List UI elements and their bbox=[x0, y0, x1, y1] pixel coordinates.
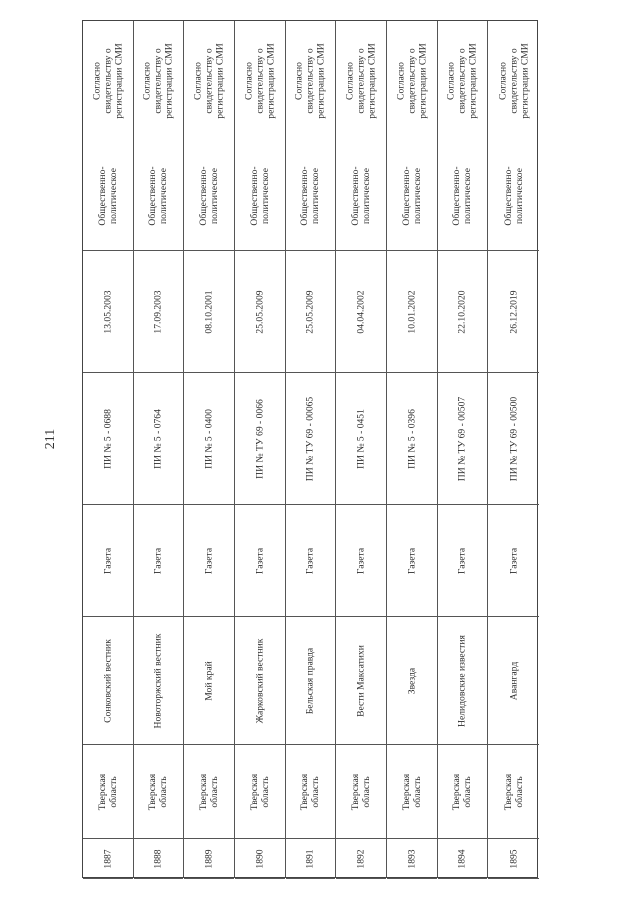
title-text: Звезда bbox=[406, 667, 418, 694]
table-row bbox=[83, 21, 134, 877]
region-text: Тверская область bbox=[248, 773, 271, 810]
registration-number-cell bbox=[235, 373, 285, 505]
title-cell bbox=[488, 617, 539, 745]
row-number-cell bbox=[235, 839, 285, 879]
registration-number-text: ПИ № ТУ 69 - 00500 bbox=[508, 396, 520, 481]
region-text: Тверская область bbox=[350, 773, 373, 810]
topic-cell bbox=[286, 141, 336, 251]
title-text: Сонковский вестник bbox=[102, 638, 114, 723]
row-number-text: 1894 bbox=[456, 848, 468, 869]
registration-number-text: ПИ № ТУ 69 - 0066 bbox=[254, 398, 266, 479]
registration-date-cell bbox=[488, 251, 539, 373]
basis-cell bbox=[336, 21, 386, 141]
title-text: Бельская правда bbox=[304, 647, 316, 714]
table-row bbox=[336, 21, 387, 877]
region-cell bbox=[235, 745, 285, 839]
table-row bbox=[488, 21, 539, 877]
topic-text: Общественно- политическое bbox=[248, 165, 271, 226]
basis-text: Согласно свидетельству о регистрации СМИ bbox=[243, 43, 277, 119]
row-number-cell bbox=[286, 839, 336, 879]
basis-cell bbox=[235, 21, 285, 141]
media-kind-cell bbox=[286, 505, 336, 617]
basis-text: Согласно свидетельству о регистрации СМИ bbox=[192, 43, 226, 119]
media-kind-text: Газета bbox=[355, 547, 367, 574]
registration-number-text: ПИ № 5 - 0764 bbox=[152, 408, 164, 469]
row-number-text: 1892 bbox=[355, 848, 367, 869]
media-kind-text: Газета bbox=[508, 547, 520, 574]
registration-date-cell bbox=[235, 251, 285, 373]
topic-text: Общественно- политическое bbox=[400, 165, 423, 226]
region-cell bbox=[336, 745, 386, 839]
basis-cell bbox=[286, 21, 336, 141]
table-row bbox=[286, 21, 337, 877]
registration-date-cell bbox=[438, 251, 488, 373]
topic-text: Общественно- политическое bbox=[451, 165, 474, 226]
region-cell bbox=[184, 745, 234, 839]
registration-date-text: 26.12.2019 bbox=[508, 289, 520, 334]
region-text: Тверская область bbox=[400, 773, 423, 810]
registration-date-text: 10.01.2002 bbox=[406, 289, 418, 334]
topic-cell bbox=[235, 141, 285, 251]
title-cell bbox=[83, 617, 133, 745]
title-text: Жарковский вестник bbox=[254, 638, 266, 723]
region-text: Тверская область bbox=[502, 773, 525, 810]
registration-number-text: ПИ № ТУ 69 - 00507 bbox=[456, 396, 468, 481]
page-number: 211 bbox=[43, 428, 58, 450]
media-kind-cell bbox=[387, 505, 437, 617]
registration-date-text: 08.10.2001 bbox=[203, 289, 215, 334]
region-text: Тверская область bbox=[147, 773, 170, 810]
media-kind-cell bbox=[134, 505, 184, 617]
title-cell bbox=[387, 617, 437, 745]
title-text: Вести Максатихи bbox=[355, 644, 367, 717]
basis-text: Согласно свидетельству о регистрации СМИ bbox=[141, 43, 175, 119]
registration-number-cell bbox=[286, 373, 336, 505]
title-cell bbox=[235, 617, 285, 745]
table-row bbox=[387, 21, 438, 877]
title-cell bbox=[336, 617, 386, 745]
media-kind-text: Газета bbox=[456, 547, 468, 574]
title-cell bbox=[438, 617, 488, 745]
region-cell bbox=[134, 745, 184, 839]
registration-number-cell bbox=[336, 373, 386, 505]
row-number-text: 1893 bbox=[406, 848, 418, 869]
registration-date-text: 25.05.2009 bbox=[254, 289, 266, 334]
basis-text: Согласно свидетельству о регистрации СМИ bbox=[344, 43, 378, 119]
media-kind-text: Газета bbox=[152, 547, 164, 574]
registration-date-cell bbox=[184, 251, 234, 373]
title-text: Новоторжский вестник bbox=[152, 633, 164, 728]
title-text: Нелидовские известия bbox=[456, 634, 468, 727]
table-row bbox=[134, 21, 185, 877]
registration-number-text: ПИ № 5 - 0396 bbox=[406, 408, 418, 469]
media-kind-text: Газета bbox=[102, 547, 114, 574]
row-number-cell bbox=[438, 839, 488, 879]
row-number-cell bbox=[184, 839, 234, 879]
row-number-cell bbox=[488, 839, 539, 879]
row-number-cell bbox=[336, 839, 386, 879]
media-kind-cell bbox=[184, 505, 234, 617]
basis-cell bbox=[387, 21, 437, 141]
registration-date-text: 25.05.2009 bbox=[304, 289, 316, 334]
basis-text: Согласно свидетельству о регистрации СМИ bbox=[395, 43, 429, 119]
basis-cell bbox=[438, 21, 488, 141]
registration-date-text: 13.05.2003 bbox=[102, 289, 114, 334]
registration-number-text: ПИ № 5 - 0400 bbox=[203, 408, 215, 469]
media-kind-text: Газета bbox=[304, 547, 316, 574]
table-row bbox=[235, 21, 286, 877]
region-cell bbox=[286, 745, 336, 839]
topic-text: Общественно- политическое bbox=[350, 165, 373, 226]
media-kind-cell bbox=[336, 505, 386, 617]
region-text: Тверская область bbox=[198, 773, 221, 810]
topic-cell bbox=[387, 141, 437, 251]
region-cell bbox=[488, 745, 539, 839]
row-number-text: 1888 bbox=[152, 848, 164, 869]
basis-cell bbox=[134, 21, 184, 141]
basis-text: Согласно свидетельству о регистрации СМИ bbox=[91, 43, 125, 119]
media-kind-cell bbox=[488, 505, 539, 617]
topic-cell bbox=[336, 141, 386, 251]
registration-number-text: ПИ № 5 - 0688 bbox=[102, 408, 114, 469]
registration-date-cell bbox=[387, 251, 437, 373]
registration-date-text: 17.09.2003 bbox=[152, 289, 164, 334]
row-number-text: 1891 bbox=[304, 848, 316, 869]
media-kind-cell bbox=[83, 505, 133, 617]
registration-date-cell bbox=[83, 251, 133, 373]
basis-cell bbox=[83, 21, 133, 141]
basis-cell bbox=[488, 21, 539, 141]
topic-text: Общественно- политическое bbox=[198, 165, 221, 226]
basis-text: Согласно свидетельству о регистрации СМИ bbox=[445, 43, 479, 119]
basis-text: Согласно свидетельству о регистрации СМИ bbox=[497, 43, 531, 119]
basis-text: Согласно свидетельству о регистрации СМИ bbox=[293, 43, 327, 119]
region-cell bbox=[83, 745, 133, 839]
registration-number-cell bbox=[387, 373, 437, 505]
region-text: Тверская область bbox=[451, 773, 474, 810]
row-number-cell bbox=[134, 839, 184, 879]
title-cell bbox=[286, 617, 336, 745]
row-number-text: 1890 bbox=[254, 848, 266, 869]
row-number-cell bbox=[387, 839, 437, 879]
table-row bbox=[184, 21, 235, 877]
region-cell bbox=[438, 745, 488, 839]
media-registry-table bbox=[82, 20, 538, 878]
title-cell bbox=[184, 617, 234, 745]
topic-cell bbox=[83, 141, 133, 251]
basis-cell bbox=[184, 21, 234, 141]
row-number-cell bbox=[83, 839, 133, 879]
media-kind-cell bbox=[438, 505, 488, 617]
registration-number-cell bbox=[83, 373, 133, 505]
registration-number-cell bbox=[184, 373, 234, 505]
topic-cell bbox=[134, 141, 184, 251]
table-row bbox=[438, 21, 489, 877]
topic-text: Общественно- политическое bbox=[502, 165, 525, 226]
registration-number-text: ПИ № 5 - 0451 bbox=[355, 408, 367, 469]
registration-date-cell bbox=[286, 251, 336, 373]
media-kind-text: Газета bbox=[406, 547, 418, 574]
registration-date-cell bbox=[336, 251, 386, 373]
topic-cell bbox=[438, 141, 488, 251]
region-text: Тверская область bbox=[299, 773, 322, 810]
title-cell bbox=[134, 617, 184, 745]
registration-number-cell bbox=[134, 373, 184, 505]
topic-text: Общественно- политическое bbox=[299, 165, 322, 226]
title-text: Мой край bbox=[203, 660, 215, 701]
topic-text: Общественно- политическое bbox=[147, 165, 170, 226]
media-kind-cell bbox=[235, 505, 285, 617]
registration-date-text: 04.04.2002 bbox=[355, 289, 367, 334]
registration-number-cell bbox=[438, 373, 488, 505]
registration-date-cell bbox=[134, 251, 184, 373]
row-number-text: 1895 bbox=[508, 848, 520, 869]
row-number-text: 1889 bbox=[203, 848, 215, 869]
region-cell bbox=[387, 745, 437, 839]
title-text: Авангард bbox=[508, 661, 520, 700]
topic-cell bbox=[488, 141, 539, 251]
media-kind-text: Газета bbox=[203, 547, 215, 574]
media-kind-text: Газета bbox=[254, 547, 266, 574]
topic-text: Общественно- политическое bbox=[96, 165, 119, 226]
row-number-text: 1887 bbox=[102, 848, 114, 869]
region-text: Тверская область bbox=[96, 773, 119, 810]
registration-number-cell bbox=[488, 373, 539, 505]
registration-date-text: 22.10.2020 bbox=[456, 289, 468, 334]
registration-number-text: ПИ № ТУ 69 - 00065 bbox=[304, 396, 316, 481]
topic-cell bbox=[184, 141, 234, 251]
